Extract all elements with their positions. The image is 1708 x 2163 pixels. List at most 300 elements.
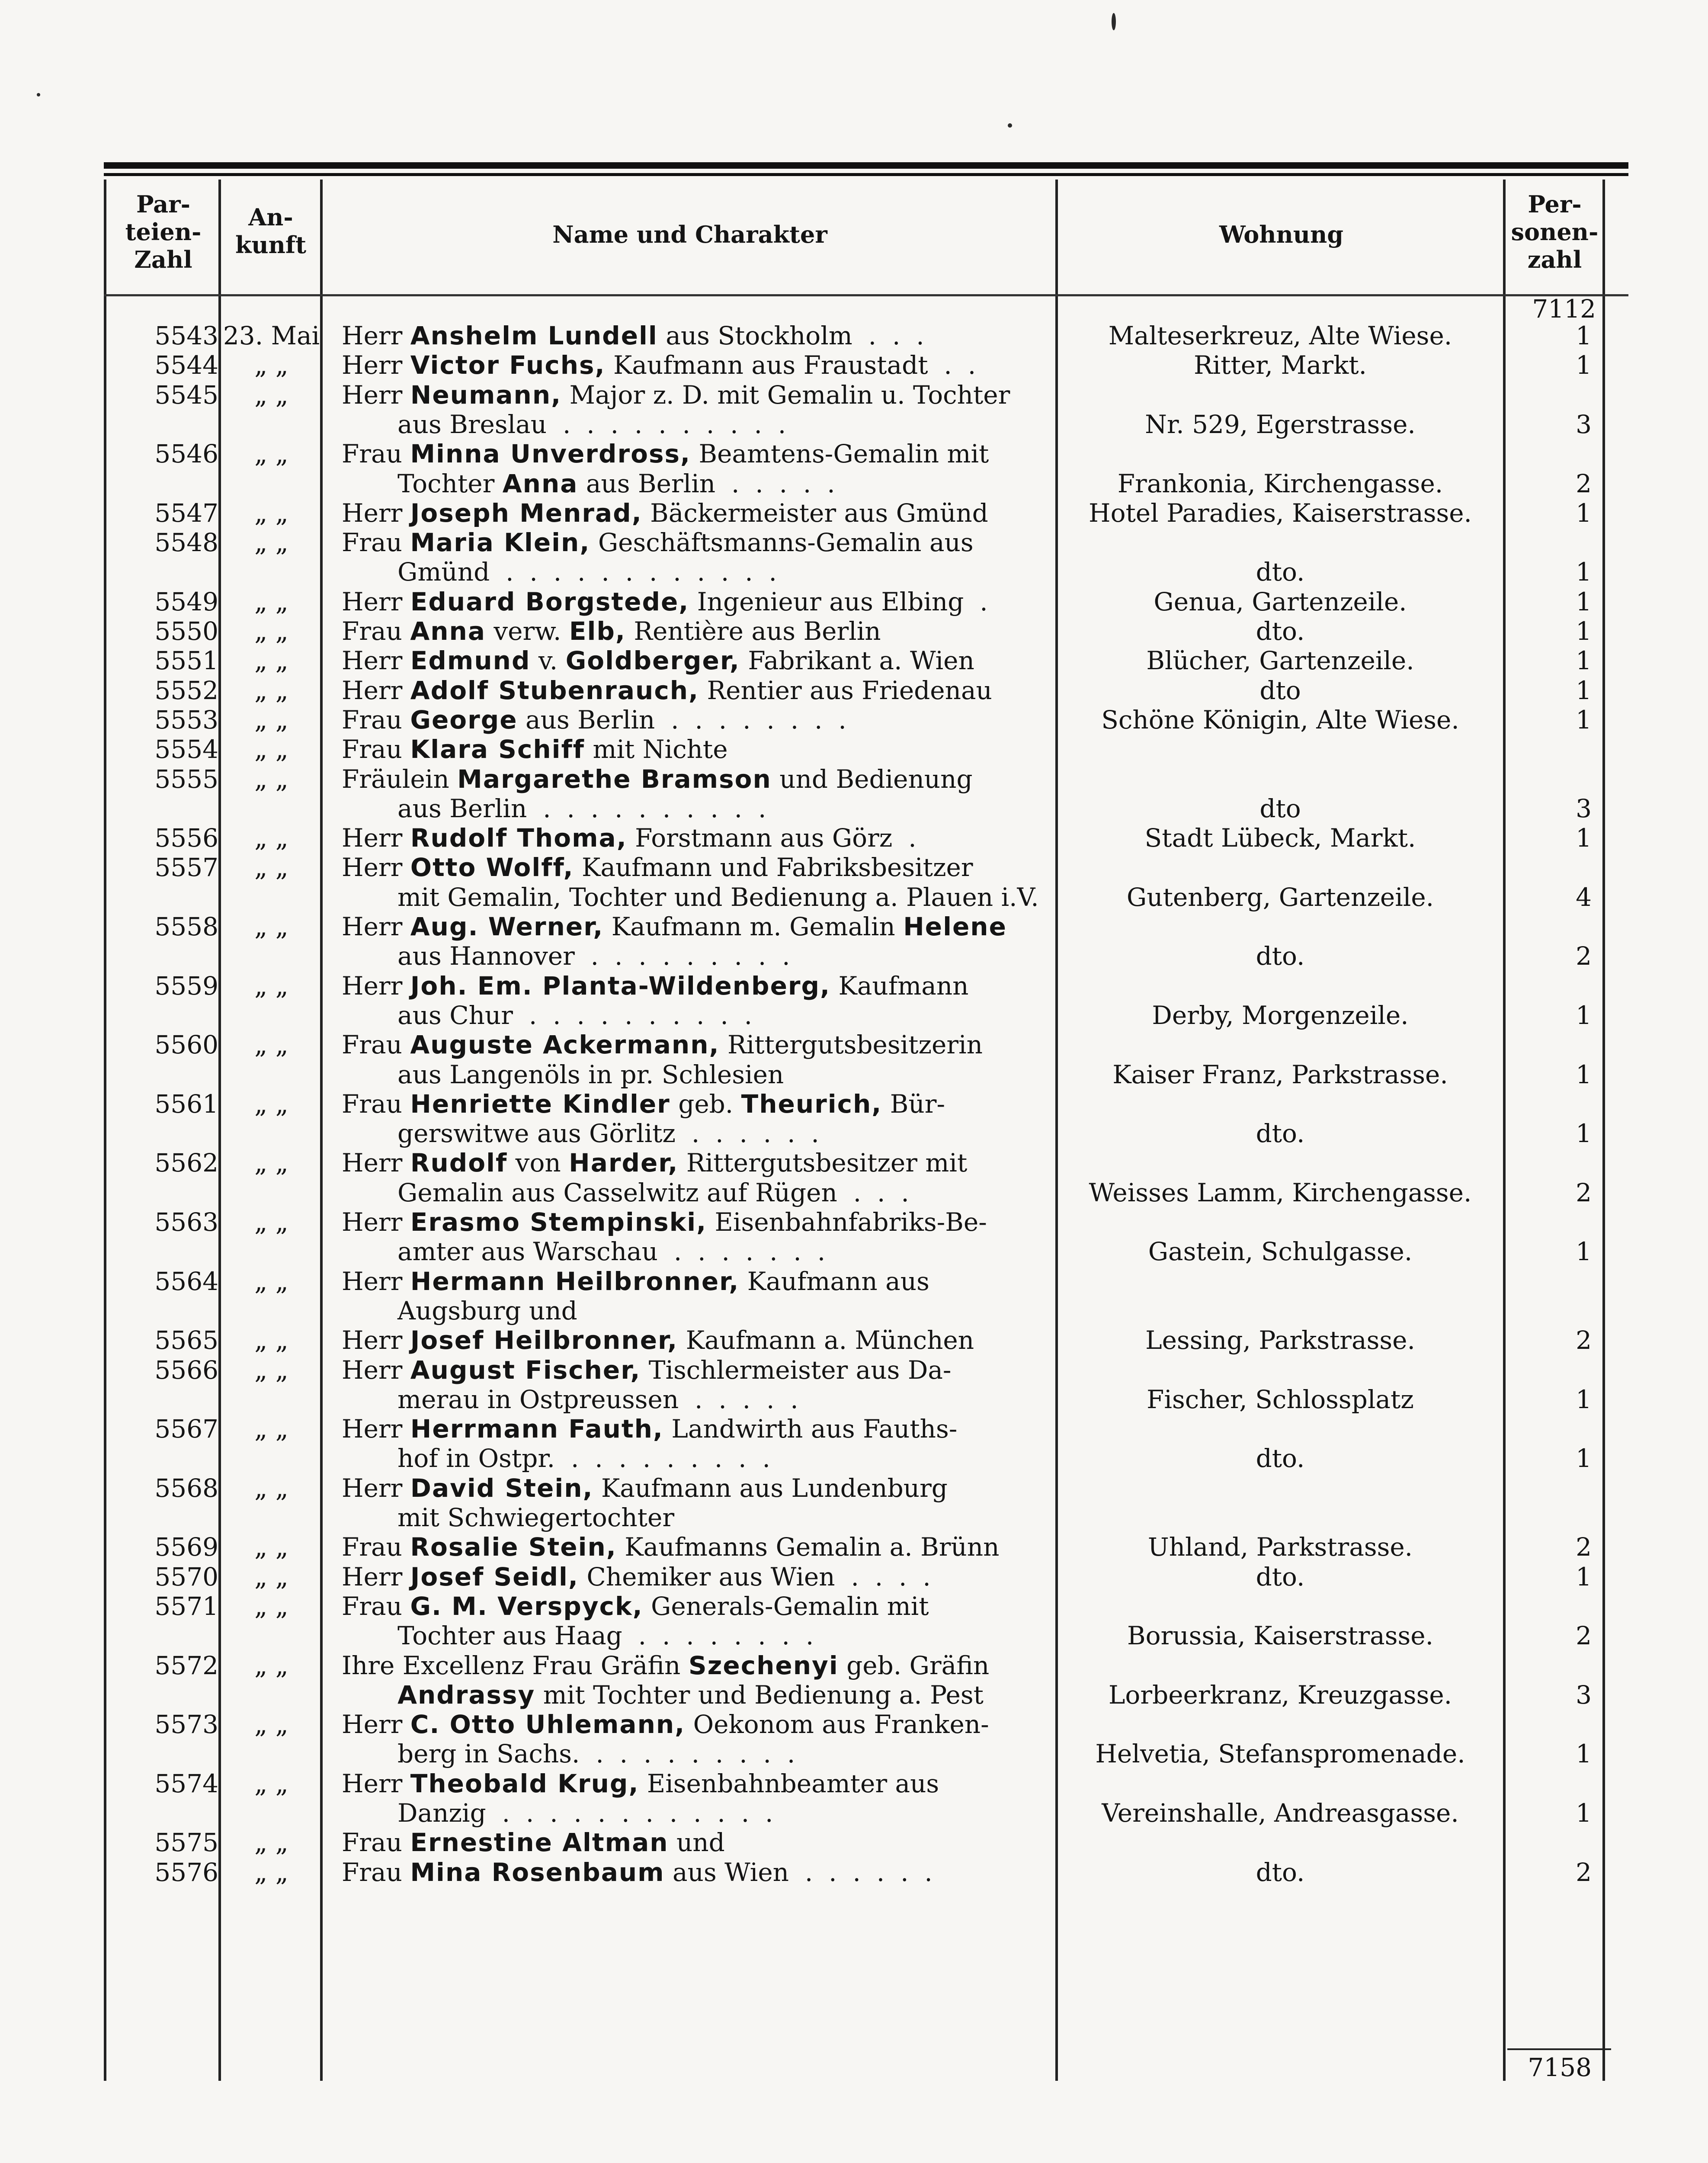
arrival-date: „ „ — [254, 1414, 288, 1444]
guest-description: aus Berlin . . . . . . . . . . — [342, 793, 766, 823]
arrival-date: „ „ — [254, 1266, 288, 1296]
table-row — [0, 1001, 1708, 1030]
name-and-character — [342, 971, 1047, 1001]
arrival-date: „ „ — [254, 705, 288, 735]
name-and-character — [342, 557, 1047, 587]
guest-name: Minna Unverdross, — [410, 439, 691, 469]
party-number: 5555 — [154, 764, 218, 794]
name-and-character — [342, 469, 1047, 499]
name-and-character — [342, 1237, 1047, 1267]
guest-description: Herr — [342, 321, 410, 350]
guest-description: Herr — [342, 912, 410, 941]
arrival-date: „ „ — [254, 1473, 288, 1503]
arrival-date: „ „ — [254, 1828, 288, 1858]
guest-name: Adolf Stubenrauch, — [410, 675, 699, 705]
table-row — [0, 971, 1708, 1001]
guest-description: Herr — [342, 498, 410, 528]
name-and-character — [342, 1680, 1047, 1710]
residence: Frankonia, Kirchengasse. — [1117, 469, 1443, 498]
name-and-character — [342, 941, 1047, 971]
arrival-date: „ „ — [254, 1562, 288, 1592]
residence: dto — [1259, 793, 1301, 823]
guest-description: und — [668, 1828, 725, 1858]
table-row — [0, 1444, 1708, 1473]
guest-name: Auguste Ackermann, — [410, 1030, 720, 1060]
arrival-date: „ „ — [254, 1030, 288, 1060]
name-and-character — [342, 912, 1047, 942]
name-and-character — [342, 764, 1047, 794]
party-number: 5547 — [154, 498, 218, 528]
residence: dto. — [1256, 557, 1305, 587]
party-number: 5564 — [154, 1266, 218, 1296]
table-row — [0, 498, 1708, 528]
party-number: 5556 — [154, 823, 218, 853]
arrival-date: „ „ — [254, 971, 288, 1001]
top-rule-thick — [104, 162, 1628, 169]
final-total: 7158 — [1528, 2053, 1592, 2082]
person-count: 3 — [1576, 409, 1592, 439]
party-number: 5544 — [154, 350, 218, 380]
person-count: 2 — [1576, 469, 1592, 498]
scan-speck — [37, 93, 40, 96]
party-number: 5548 — [154, 528, 218, 558]
residence: Hotel Paradies, Kaiserstrasse. — [1088, 498, 1472, 528]
guest-description: Frau — [342, 1030, 410, 1060]
arrival-date: „ „ — [254, 1710, 288, 1739]
guest-name: Joh. Em. Planta-Wildenberg, — [410, 971, 831, 1001]
residence: Lorbeerkranz, Kreuzgasse. — [1108, 1680, 1452, 1710]
arrival-date: „ „ — [254, 1768, 288, 1798]
arrival-date: „ „ — [254, 823, 288, 853]
arrival-date: „ „ — [254, 498, 288, 528]
residence: Gastein, Schulgasse. — [1148, 1237, 1413, 1267]
guest-description: Forstmann aus Görz . — [627, 823, 916, 853]
guest-name: Neumann, — [410, 380, 562, 410]
guest-description: Tochter aus Haag . . . . . . . . — [342, 1621, 814, 1651]
person-count: 2 — [1576, 941, 1592, 971]
guest-description: geb. Gräfin — [838, 1650, 990, 1680]
guest-description: Major z. D. mit Gemalin u. Tochter — [561, 380, 1010, 410]
residence: Uhland, Parkstrasse. — [1147, 1532, 1413, 1562]
table-row — [0, 883, 1708, 912]
residence: dto. — [1256, 941, 1305, 971]
guest-description: Frau — [342, 735, 410, 764]
party-number: 5560 — [154, 1030, 218, 1060]
party-number: 5565 — [154, 1325, 218, 1355]
guest-description: Chemiker aus Wien . . . . — [578, 1562, 931, 1592]
guest-description: Frau — [342, 1532, 410, 1562]
guest-description: aus Berlin . . . . . — [578, 469, 835, 498]
guest-name: Theurich, — [741, 1089, 882, 1119]
name-and-character — [342, 1207, 1047, 1237]
guest-description: Rentière aus Berlin — [625, 616, 881, 646]
person-count: 1 — [1576, 350, 1592, 380]
residence: Nr. 529, Egerstrasse. — [1145, 409, 1416, 439]
table-row — [0, 646, 1708, 676]
residence: Malteserkreuz, Alte Wiese. — [1108, 321, 1452, 350]
name-and-character — [342, 616, 1047, 646]
guest-name: Aug. Werner, — [410, 912, 604, 941]
guest-description — [342, 1680, 397, 1710]
sum-rule — [1507, 2048, 1611, 2050]
guest-description: und Bedienung — [771, 764, 973, 794]
arrival-date: „ „ — [254, 350, 288, 380]
residence: Genua, Gartenzeile. — [1154, 587, 1407, 616]
name-and-character — [342, 1355, 1047, 1385]
table-row — [0, 1592, 1708, 1621]
party-number: 5576 — [154, 1857, 218, 1887]
party-number: 5562 — [154, 1148, 218, 1178]
residence: Weisses Lamm, Kirchengasse. — [1089, 1178, 1472, 1207]
guest-name: C. Otto Uhlemann, — [410, 1710, 686, 1739]
table-row — [0, 1207, 1708, 1237]
residence: Vereinshalle, Andreasgasse. — [1102, 1798, 1459, 1828]
table-row — [0, 557, 1708, 587]
guest-name: Herrmann Fauth, — [410, 1414, 663, 1444]
party-number: 5571 — [154, 1591, 218, 1621]
table-row — [0, 794, 1708, 824]
table-row — [0, 1739, 1708, 1769]
person-count: 2 — [1576, 1178, 1592, 1207]
guest-name: Josef Heilbronner, — [410, 1325, 678, 1355]
party-number: 5569 — [154, 1532, 218, 1562]
guest-name: David Stein, — [410, 1473, 593, 1503]
header-name-und-charakter: Name und Charakter — [552, 221, 827, 248]
guest-description: verw. — [485, 616, 569, 646]
guest-description: Danzig . . . . . . . . . . . . — [342, 1798, 773, 1828]
guest-description: Herr — [342, 675, 410, 705]
guest-name: Klara Schiff — [410, 735, 585, 764]
guest-description: amter aus Warschau . . . . . . . — [342, 1237, 826, 1267]
party-number: 5552 — [154, 675, 218, 705]
table-row — [0, 1562, 1708, 1592]
guest-description: Herr — [342, 823, 410, 853]
guest-description: gerswitwe aus Görlitz . . . . . . — [342, 1119, 819, 1149]
table-row — [0, 1385, 1708, 1415]
name-and-character — [342, 1651, 1047, 1681]
person-count: 1 — [1576, 616, 1592, 646]
guest-description: Eisenbahnfabriks-Be- — [707, 1207, 987, 1237]
guest-description: Herr — [342, 1325, 410, 1355]
header-parteien-zahl: Par- teien- Zahl — [125, 190, 202, 273]
person-count: 1 — [1576, 1237, 1592, 1267]
party-number: 5575 — [154, 1828, 218, 1858]
arrival-date: „ „ — [254, 853, 288, 883]
party-number: 5558 — [154, 912, 218, 941]
residence: Helvetia, Stefanspromenade. — [1095, 1739, 1465, 1769]
guest-description: Frau — [342, 439, 410, 469]
name-and-character — [342, 1798, 1047, 1828]
guest-name: Andrassy — [397, 1680, 535, 1710]
guest-description: Frau — [342, 616, 410, 646]
guest-name: Victor Fuchs, — [410, 350, 606, 380]
guest-description: Augsburg und — [342, 1296, 577, 1325]
name-and-character — [342, 1060, 1047, 1090]
guest-name: Maria Klein, — [410, 528, 590, 558]
guest-description: Eisenbahnbeamter aus — [639, 1768, 939, 1798]
table-row — [0, 1503, 1708, 1533]
residence: Gutenberg, Gartenzeile. — [1126, 882, 1434, 912]
arrival-date: 23. Mai — [223, 321, 320, 350]
arrival-date: „ „ — [254, 380, 288, 410]
person-count: 3 — [1576, 1680, 1592, 1710]
guest-description: von — [507, 1148, 569, 1178]
name-and-character — [342, 1385, 1047, 1415]
table-row — [0, 735, 1708, 764]
guest-description: Herr — [342, 853, 410, 883]
guest-description: Kaufmann — [830, 971, 969, 1001]
guest-description: mit Tochter und Bedienung a. Pest — [535, 1680, 984, 1710]
name-and-character — [342, 1414, 1047, 1444]
guest-description: Herr — [342, 1710, 410, 1739]
party-number: 5566 — [154, 1355, 218, 1385]
name-and-character — [342, 528, 1047, 558]
arrival-date: „ „ — [254, 764, 288, 794]
carry-over-total: 7112 — [1532, 294, 1596, 324]
arrival-date: „ „ — [254, 1089, 288, 1119]
guest-name: Erasmo Stempinski, — [410, 1207, 707, 1237]
name-and-character — [342, 883, 1047, 912]
table-row — [0, 1858, 1708, 1887]
guest-description: geb. — [670, 1089, 741, 1119]
residence: dto. — [1256, 1562, 1305, 1592]
guest-description: Herr — [342, 1414, 410, 1444]
guest-description: Herr — [342, 1207, 410, 1237]
guest-description: aus Chur . . . . . . . . . . — [342, 1000, 753, 1030]
guest-description: aus Hannover . . . . . . . . . — [342, 941, 790, 971]
person-count: 2 — [1576, 1621, 1592, 1651]
name-and-character — [342, 853, 1047, 883]
name-and-character — [342, 439, 1047, 469]
guest-name: Harder, — [569, 1148, 679, 1178]
guest-name: Anna — [410, 616, 486, 646]
guest-description: Gmünd . . . . . . . . . . . . — [342, 557, 777, 587]
guest-description: Ingenieur aus Elbing . — [689, 587, 988, 616]
party-number: 5557 — [154, 853, 218, 883]
party-number: 5568 — [154, 1473, 218, 1503]
person-count: 4 — [1576, 882, 1592, 912]
name-and-character — [342, 1621, 1047, 1651]
guest-description: Ihre Excellenz Frau Gräfin — [342, 1650, 689, 1680]
arrival-date: „ „ — [254, 439, 288, 469]
arrival-date: „ „ — [254, 1591, 288, 1621]
guest-name: Rudolf Thoma, — [410, 823, 627, 853]
guest-description: Gemalin aus Casselwitz auf Rügen . . . — [342, 1178, 909, 1207]
table-row — [0, 528, 1708, 558]
guest-name: Otto Wolff, — [410, 853, 574, 883]
arrival-date: „ „ — [254, 1148, 288, 1178]
person-count: 1 — [1576, 1119, 1592, 1149]
residence: Kaiser Franz, Parkstrasse. — [1112, 1059, 1448, 1089]
table-row — [0, 1473, 1708, 1503]
header-rule — [104, 294, 1628, 296]
name-and-character — [342, 1119, 1047, 1149]
person-count: 2 — [1576, 1325, 1592, 1355]
name-and-character — [342, 1267, 1047, 1297]
name-and-character — [342, 1001, 1047, 1030]
arrival-date: „ „ — [254, 1857, 288, 1887]
name-and-character — [342, 1769, 1047, 1799]
guest-description: Herr — [342, 971, 410, 1001]
guest-name: Margarethe Bramson — [457, 764, 772, 794]
table-row — [0, 941, 1708, 971]
guest-description: Herr — [342, 1562, 410, 1592]
guest-description: Herr — [342, 587, 410, 616]
table-row — [0, 1148, 1708, 1178]
name-and-character — [342, 794, 1047, 824]
table-row — [0, 469, 1708, 499]
guest-name: Ernestine Altman — [410, 1828, 669, 1858]
person-count: 1 — [1576, 1000, 1592, 1030]
table-row — [0, 1178, 1708, 1208]
guest-description: berg in Sachs. . . . . . . . . . — [342, 1739, 795, 1769]
party-number: 5570 — [154, 1562, 218, 1592]
header-personenzahl: Per- sonen- zahl — [1511, 190, 1599, 273]
guest-description: Herr — [342, 1148, 410, 1178]
name-and-character — [342, 1089, 1047, 1119]
guest-description: Herr — [342, 1266, 410, 1296]
guest-description: hof in Ostpr. . . . . . . . . . — [342, 1444, 770, 1473]
person-count: 1 — [1576, 498, 1592, 528]
person-count: 1 — [1576, 557, 1592, 587]
residence: Ritter, Markt. — [1194, 350, 1367, 380]
name-and-character — [342, 1710, 1047, 1739]
guest-description: Fräulein — [342, 764, 458, 794]
guest-description: Rittergutsbesitzerin — [719, 1030, 983, 1060]
guest-name: August Fischer, — [410, 1355, 641, 1385]
person-count: 1 — [1576, 1739, 1592, 1769]
residence: Borussia, Kaiserstrasse. — [1127, 1621, 1434, 1651]
table-row — [0, 1651, 1708, 1681]
guest-description: aus Langenöls in pr. Schlesien — [342, 1059, 784, 1089]
name-and-character — [342, 1739, 1047, 1769]
guest-description: Landwirth aus Fauths- — [663, 1414, 958, 1444]
guest-name: Anshelm Lundell — [410, 321, 658, 350]
guest-name: Joseph Menrad, — [410, 498, 642, 528]
guest-description: Herr — [342, 1768, 410, 1798]
table-row — [0, 912, 1708, 942]
guest-name: George — [410, 705, 518, 735]
scan-speck — [1008, 123, 1012, 128]
guest-description: Bäckermeister aus Gmünd — [642, 498, 988, 528]
guest-description: Kaufmann aus Lundenburg — [593, 1473, 948, 1503]
guest-description: Herr — [342, 646, 410, 676]
residence: Stadt Lübeck, Markt. — [1144, 823, 1416, 853]
party-number: 5567 — [154, 1414, 218, 1444]
guest-description: Herr — [342, 1355, 410, 1385]
table-row — [0, 1798, 1708, 1828]
guest-description: Herr — [342, 1473, 410, 1503]
residence: dto. — [1256, 1444, 1305, 1473]
guest-description: Bür- — [882, 1089, 945, 1119]
arrival-date: „ „ — [254, 1207, 288, 1237]
guest-description: Oekonom aus Franken- — [685, 1710, 989, 1739]
table-row — [0, 676, 1708, 706]
guest-description: aus Wien . . . . . . — [664, 1857, 933, 1887]
guest-name: Elb, — [569, 616, 626, 646]
table-row — [0, 587, 1708, 617]
name-and-character — [342, 1444, 1047, 1473]
guest-description: Frau — [342, 1828, 410, 1858]
name-and-character — [342, 350, 1047, 380]
name-and-character — [342, 1325, 1047, 1355]
party-number: 5554 — [154, 735, 218, 764]
arrival-date: „ „ — [254, 528, 288, 558]
guest-description: mit Gemalin, Tochter und Bedienung a. Plauen i.V. — [342, 882, 1039, 912]
name-and-character — [342, 498, 1047, 528]
name-and-character — [342, 1562, 1047, 1592]
arrival-date: „ „ — [254, 735, 288, 764]
name-and-character — [342, 1473, 1047, 1503]
residence: dto — [1259, 675, 1301, 705]
table-row — [0, 1355, 1708, 1385]
name-and-character — [342, 735, 1047, 764]
name-and-character — [342, 321, 1047, 351]
guest-description: Herr — [342, 350, 410, 380]
residence: Blücher, Gartenzeile. — [1146, 646, 1414, 676]
guest-description: aus Stockholm . . . — [657, 321, 924, 350]
guest-description: Kaufmann m. Gemalin — [603, 912, 904, 941]
person-count: 3 — [1576, 793, 1592, 823]
name-and-character — [342, 823, 1047, 853]
table-row — [0, 1769, 1708, 1799]
guest-description: Frau — [342, 1591, 410, 1621]
name-and-character — [342, 380, 1047, 410]
name-and-character — [342, 1592, 1047, 1621]
table-row — [0, 1060, 1708, 1090]
guest-description: Frau — [342, 1089, 410, 1119]
party-number: 5573 — [154, 1710, 218, 1739]
guest-description: Geschäftsmanns-Gemalin aus — [590, 528, 974, 558]
table-row — [0, 1030, 1708, 1060]
person-count: 1 — [1576, 705, 1592, 735]
guest-description: Rentier aus Friedenau — [699, 675, 992, 705]
guest-name: Anna — [502, 469, 578, 498]
person-count: 2 — [1576, 1532, 1592, 1562]
person-count: 1 — [1576, 675, 1592, 705]
guest-description: Fabrikant a. Wien — [740, 646, 974, 676]
arrival-date: „ „ — [254, 1325, 288, 1355]
table-row — [0, 1325, 1708, 1355]
table-row — [0, 350, 1708, 380]
party-number: 5543 — [154, 321, 218, 350]
guest-description: v. — [530, 646, 566, 676]
guest-name: Rudolf — [410, 1148, 508, 1178]
table-row — [0, 823, 1708, 853]
arrival-date: „ „ — [254, 646, 288, 676]
person-count: 1 — [1576, 823, 1592, 853]
person-count: 1 — [1576, 587, 1592, 616]
name-and-character — [342, 410, 1047, 440]
arrival-date: „ „ — [254, 616, 288, 646]
guest-name: Helene — [903, 912, 1007, 941]
name-and-character — [342, 1178, 1047, 1208]
person-count: 1 — [1576, 1059, 1592, 1089]
party-number: 5546 — [154, 439, 218, 469]
name-and-character — [342, 676, 1047, 706]
guest-description: Frau — [342, 528, 410, 558]
arrival-date: „ „ — [254, 675, 288, 705]
table-row — [0, 1237, 1708, 1267]
name-and-character — [342, 1503, 1047, 1533]
party-number: 5550 — [154, 616, 218, 646]
party-number: 5551 — [154, 646, 218, 676]
table-row — [0, 380, 1708, 410]
guest-description: Frau — [342, 705, 410, 735]
guest-name: Theobald Krug, — [410, 1768, 639, 1798]
party-number: 5559 — [154, 971, 218, 1001]
residence: Lessing, Parkstrasse. — [1145, 1325, 1415, 1355]
